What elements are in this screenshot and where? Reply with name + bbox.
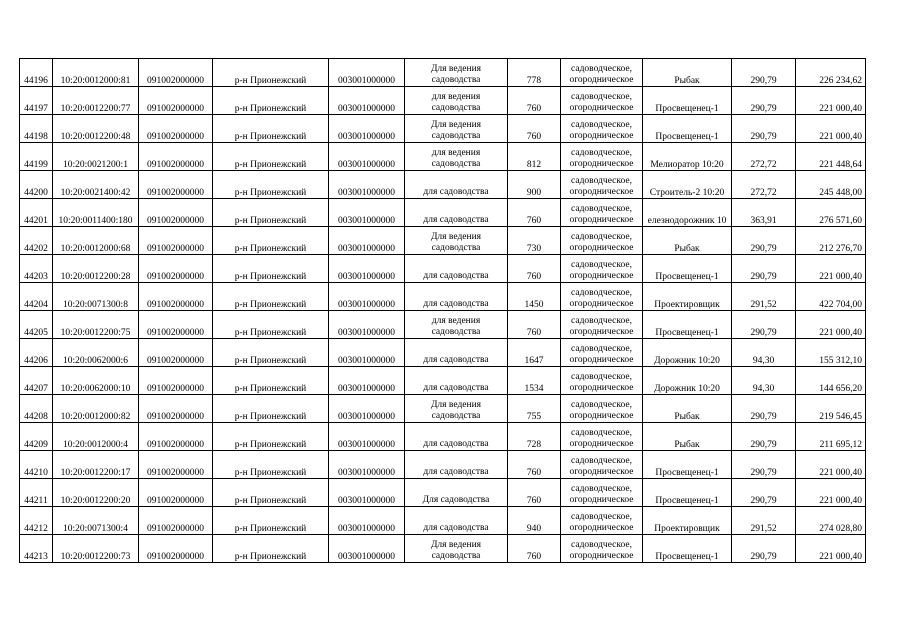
- category-line-2: огородническое: [569, 215, 634, 225]
- society-name-cell: Просвещенец-1: [643, 451, 732, 479]
- oktmo-cell: 003001000000: [329, 479, 405, 507]
- district-cell: р-н Прионежский: [213, 283, 329, 311]
- category-line-2: огородническое: [569, 439, 634, 449]
- area-cell: 755: [508, 395, 561, 423]
- district-cell: р-н Прионежский: [213, 143, 329, 171]
- cadastral-number-cell: 10:20:0012200:17: [53, 451, 139, 479]
- land-plots-table: [19, 58, 866, 563]
- cadastral-number-cell: 10:20:0062000:6: [53, 339, 139, 367]
- category-line-1: садоводческое,: [571, 92, 632, 102]
- oktmo-cell: 003001000000: [329, 171, 405, 199]
- okato-cell: 091002000000: [139, 479, 213, 507]
- category-cell: [561, 367, 643, 395]
- okato-cell: 091002000000: [139, 367, 213, 395]
- category-line-2: огородническое: [569, 327, 634, 337]
- okato-cell: 091002000000: [139, 339, 213, 367]
- permitted-use-cell: [405, 367, 508, 395]
- row-id-cell: 44202: [20, 227, 53, 255]
- okato-cell: 091002000000: [139, 87, 213, 115]
- oktmo-cell: 003001000000: [329, 87, 405, 115]
- oktmo-cell: 003001000000: [329, 59, 405, 87]
- rate-cell: 290,79: [732, 423, 796, 451]
- category-cell: [561, 199, 643, 227]
- category-line-1: садоводческое,: [571, 484, 632, 494]
- row-id-cell: 44199: [20, 143, 53, 171]
- category-cell: [561, 451, 643, 479]
- permitted-use-cell: [405, 395, 508, 423]
- category-line-2: огородническое: [569, 299, 634, 309]
- rate-cell: 94,30: [732, 367, 796, 395]
- oktmo-cell: 003001000000: [329, 507, 405, 535]
- table-row: [20, 87, 866, 115]
- permitted-use-line-2: для садоводства: [423, 355, 489, 365]
- oktmo-cell: 003001000000: [329, 451, 405, 479]
- category-line-1: садоводческое,: [571, 428, 632, 438]
- row-id-cell: 44212: [20, 507, 53, 535]
- permitted-use-cell: [405, 87, 508, 115]
- permitted-use-cell: [405, 423, 508, 451]
- society-name-cell: Дорожник 10:20: [643, 367, 732, 395]
- area-cell: 760: [508, 199, 561, 227]
- permitted-use-line-2: для садоводства: [423, 467, 489, 477]
- society-name-cell: Просвещенец-1: [643, 311, 732, 339]
- cadastral-value-cell: 221 000,40: [796, 255, 866, 283]
- permitted-use-cell: [405, 507, 508, 535]
- okato-cell: 091002000000: [139, 451, 213, 479]
- rate-cell: 290,79: [732, 227, 796, 255]
- okato-cell: 091002000000: [139, 507, 213, 535]
- okato-cell: 091002000000: [139, 59, 213, 87]
- cadastral-value-cell: 221 000,40: [796, 311, 866, 339]
- okato-cell: 091002000000: [139, 255, 213, 283]
- category-line-1: садоводческое,: [571, 232, 632, 242]
- category-cell: [561, 115, 643, 143]
- row-id-cell: 44198: [20, 115, 53, 143]
- cadastral-value-cell: 422 704,00: [796, 283, 866, 311]
- district-cell: р-н Прионежский: [213, 451, 329, 479]
- rate-cell: 290,79: [732, 311, 796, 339]
- cadastral-number-cell: 10:20:0071300:8: [53, 283, 139, 311]
- table-row: [20, 367, 866, 395]
- society-name-cell: Просвещенец-1: [643, 87, 732, 115]
- category-line-2: огородническое: [569, 243, 634, 253]
- row-id-cell: 44213: [20, 535, 53, 563]
- society-name-cell: Проектировщик: [643, 507, 732, 535]
- cadastral-number-cell: 10:20:0021200:1: [53, 143, 139, 171]
- district-cell: р-н Прионежский: [213, 87, 329, 115]
- row-id-cell: 44196: [20, 59, 53, 87]
- cadastral-number-cell: 10:20:0012000:81: [53, 59, 139, 87]
- cadastral-number-cell: 10:20:0012000:82: [53, 395, 139, 423]
- category-line-2: огородническое: [569, 355, 634, 365]
- okato-cell: 091002000000: [139, 227, 213, 255]
- oktmo-cell: 003001000000: [329, 255, 405, 283]
- category-line-2: огородническое: [569, 75, 634, 85]
- society-name-cell: Просвещенец-1: [643, 535, 732, 563]
- cadastral-value-cell: 155 312,10: [796, 339, 866, 367]
- district-cell: р-н Прионежский: [213, 59, 329, 87]
- society-name-cell: Строитель-2 10:20: [643, 171, 732, 199]
- row-id-cell: 44204: [20, 283, 53, 311]
- permitted-use-cell: [405, 115, 508, 143]
- society-name-cell: Рыбак: [643, 423, 732, 451]
- rate-cell: 272,72: [732, 171, 796, 199]
- permitted-use-cell: [405, 535, 508, 563]
- oktmo-cell: 003001000000: [329, 423, 405, 451]
- row-id-cell: 44210: [20, 451, 53, 479]
- row-id-cell: 44207: [20, 367, 53, 395]
- table-row: [20, 171, 866, 199]
- table-row: [20, 423, 866, 451]
- cadastral-value-cell: 226 234,62: [796, 59, 866, 87]
- cadastral-number-cell: 10:20:0012200:28: [53, 255, 139, 283]
- category-cell: [561, 535, 643, 563]
- category-line-1: садоводческое,: [571, 344, 632, 354]
- category-line-1: садоводческое,: [571, 456, 632, 466]
- oktmo-cell: 003001000000: [329, 367, 405, 395]
- permitted-use-cell: [405, 171, 508, 199]
- cadastral-value-cell: 221 000,40: [796, 451, 866, 479]
- permitted-use-cell: [405, 199, 508, 227]
- oktmo-cell: 003001000000: [329, 227, 405, 255]
- district-cell: р-н Прионежский: [213, 367, 329, 395]
- permitted-use-line-1: Для ведения: [430, 120, 482, 130]
- category-cell: [561, 59, 643, 87]
- category-line-2: огородническое: [569, 551, 634, 561]
- society-name-cell: Просвещенец-1: [643, 479, 732, 507]
- rate-cell: 94,30: [732, 339, 796, 367]
- permitted-use-line-2: для садоводства: [423, 271, 489, 281]
- okato-cell: 091002000000: [139, 423, 213, 451]
- rate-cell: 290,79: [732, 535, 796, 563]
- row-id-cell: 44205: [20, 311, 53, 339]
- district-cell: р-н Прионежский: [213, 255, 329, 283]
- category-line-2: огородническое: [569, 523, 634, 533]
- rate-cell: 290,79: [732, 115, 796, 143]
- cadastral-value-cell: 221 000,40: [796, 535, 866, 563]
- oktmo-cell: 003001000000: [329, 311, 405, 339]
- table-row: [20, 339, 866, 367]
- area-cell: 760: [508, 87, 561, 115]
- oktmo-cell: 003001000000: [329, 115, 405, 143]
- row-id-cell: 44211: [20, 479, 53, 507]
- category-line-2: огородническое: [569, 131, 634, 141]
- rate-cell: 291,52: [732, 283, 796, 311]
- cadastral-value-cell: 144 656,20: [796, 367, 866, 395]
- category-cell: [561, 423, 643, 451]
- permitted-use-cell: [405, 143, 508, 171]
- permitted-use-cell: [405, 311, 508, 339]
- category-line-1: садоводческое,: [571, 372, 632, 382]
- permitted-use-cell: [405, 227, 508, 255]
- permitted-use-line-2: садоводства: [431, 75, 481, 85]
- category-cell: [561, 87, 643, 115]
- category-line-1: садоводческое,: [571, 176, 632, 186]
- permitted-use-line-2: для садоводства: [423, 439, 489, 449]
- permitted-use-line-2: садоводства: [431, 131, 481, 141]
- category-line-2: огородническое: [569, 103, 634, 113]
- district-cell: р-н Прионежский: [213, 535, 329, 563]
- category-cell: [561, 283, 643, 311]
- category-line-1: садоводческое,: [571, 148, 632, 158]
- cadastral-number-cell: 10:20:0012000:4: [53, 423, 139, 451]
- permitted-use-line-2: Для садоводства: [422, 495, 490, 505]
- cadastral-value-cell: 274 028,80: [796, 507, 866, 535]
- rate-cell: 291,52: [732, 507, 796, 535]
- row-id-cell: 44203: [20, 255, 53, 283]
- cadastral-value-cell: 221 000,40: [796, 479, 866, 507]
- permitted-use-line-2: для садоводства: [423, 523, 489, 533]
- cadastral-number-cell: 10:20:0062000:10: [53, 367, 139, 395]
- cadastral-number-cell: 10:20:0071300:4: [53, 507, 139, 535]
- cadastral-number-cell: 10:20:0011400:180: [53, 199, 139, 227]
- area-cell: 760: [508, 311, 561, 339]
- area-cell: 760: [508, 479, 561, 507]
- cadastral-value-cell: 211 695,12: [796, 423, 866, 451]
- okato-cell: 091002000000: [139, 311, 213, 339]
- permitted-use-cell: [405, 255, 508, 283]
- district-cell: р-н Прионежский: [213, 199, 329, 227]
- category-line-2: огородническое: [569, 495, 634, 505]
- table-row: [20, 199, 866, 227]
- category-line-2: огородническое: [569, 383, 634, 393]
- cadastral-number-cell: 10:20:0021400:42: [53, 171, 139, 199]
- permitted-use-line-2: для садоводства: [423, 383, 489, 393]
- permitted-use-line-2: садоводства: [431, 103, 481, 113]
- category-cell: [561, 171, 643, 199]
- society-name-cell: Мелиоратор 10:20: [643, 143, 732, 171]
- cadastral-value-cell: 245 448,00: [796, 171, 866, 199]
- category-line-1: садоводческое,: [571, 400, 632, 410]
- permitted-use-line-1: для ведения: [431, 92, 481, 102]
- rate-cell: 290,79: [732, 395, 796, 423]
- area-cell: 760: [508, 115, 561, 143]
- permitted-use-line-1: для ведения: [431, 316, 481, 326]
- district-cell: р-н Прионежский: [213, 479, 329, 507]
- table-body: [20, 59, 866, 563]
- cadastral-value-cell: 219 546,45: [796, 395, 866, 423]
- area-cell: 760: [508, 451, 561, 479]
- category-cell: [561, 255, 643, 283]
- oktmo-cell: 003001000000: [329, 143, 405, 171]
- category-line-1: садоводческое,: [571, 288, 632, 298]
- category-line-1: садоводческое,: [571, 64, 632, 74]
- category-line-2: огородническое: [569, 467, 634, 477]
- society-name-cell: Проектировщик: [643, 283, 732, 311]
- district-cell: р-н Прионежский: [213, 171, 329, 199]
- district-cell: р-н Прионежский: [213, 507, 329, 535]
- rate-cell: 290,79: [732, 59, 796, 87]
- table-row: [20, 479, 866, 507]
- table-row: [20, 255, 866, 283]
- permitted-use-cell: [405, 283, 508, 311]
- permitted-use-cell: [405, 339, 508, 367]
- okato-cell: 091002000000: [139, 143, 213, 171]
- permitted-use-line-1: для ведения: [431, 148, 481, 158]
- table-row: [20, 535, 866, 563]
- permitted-use-line-2: садоводства: [431, 327, 481, 337]
- society-name-cell: Дорожник 10:20: [643, 339, 732, 367]
- rate-cell: 363,91: [732, 199, 796, 227]
- oktmo-cell: 003001000000: [329, 339, 405, 367]
- category-line-1: садоводческое,: [571, 120, 632, 130]
- category-line-1: садоводческое,: [571, 260, 632, 270]
- row-id-cell: 44201: [20, 199, 53, 227]
- row-id-cell: 44200: [20, 171, 53, 199]
- okato-cell: 091002000000: [139, 199, 213, 227]
- district-cell: р-н Прионежский: [213, 423, 329, 451]
- category-line-2: огородническое: [569, 271, 634, 281]
- category-cell: [561, 227, 643, 255]
- category-cell: [561, 479, 643, 507]
- rate-cell: 290,79: [732, 255, 796, 283]
- table-row: [20, 59, 866, 87]
- area-cell: 778: [508, 59, 561, 87]
- permitted-use-line-2: садоводства: [431, 159, 481, 169]
- row-id-cell: 44197: [20, 87, 53, 115]
- cadastral-value-cell: 221 000,40: [796, 87, 866, 115]
- category-line-2: огородническое: [569, 411, 634, 421]
- okato-cell: 091002000000: [139, 283, 213, 311]
- society-name-cell: Просвещенец-1: [643, 115, 732, 143]
- cadastral-number-cell: 10:20:0012200:48: [53, 115, 139, 143]
- permitted-use-line-1: Для ведения: [430, 64, 482, 74]
- permitted-use-line-2: садоводства: [431, 243, 481, 253]
- permitted-use-cell: [405, 479, 508, 507]
- category-line-1: садоводческое,: [571, 204, 632, 214]
- area-cell: 1647: [508, 339, 561, 367]
- area-cell: 812: [508, 143, 561, 171]
- district-cell: р-н Прионежский: [213, 115, 329, 143]
- category-cell: [561, 339, 643, 367]
- table-row: [20, 227, 866, 255]
- area-cell: 1534: [508, 367, 561, 395]
- area-cell: 760: [508, 535, 561, 563]
- okato-cell: 091002000000: [139, 535, 213, 563]
- rate-cell: 290,79: [732, 87, 796, 115]
- table-row: [20, 395, 866, 423]
- okato-cell: 091002000000: [139, 115, 213, 143]
- cadastral-number-cell: 10:20:0012200:75: [53, 311, 139, 339]
- area-cell: 730: [508, 227, 561, 255]
- district-cell: р-н Прионежский: [213, 395, 329, 423]
- table-row: [20, 283, 866, 311]
- area-cell: 1450: [508, 283, 561, 311]
- oktmo-cell: 003001000000: [329, 395, 405, 423]
- row-id-cell: 44209: [20, 423, 53, 451]
- permitted-use-cell: [405, 451, 508, 479]
- oktmo-cell: 003001000000: [329, 283, 405, 311]
- area-cell: 940: [508, 507, 561, 535]
- area-cell: 728: [508, 423, 561, 451]
- table-row: [20, 143, 866, 171]
- society-name-cell: Рыбак: [643, 59, 732, 87]
- category-line-2: огородническое: [569, 187, 634, 197]
- okato-cell: 091002000000: [139, 171, 213, 199]
- oktmo-cell: 003001000000: [329, 199, 405, 227]
- permitted-use-line-2: садоводства: [431, 411, 481, 421]
- cadastral-number-cell: 10:20:0012000:68: [53, 227, 139, 255]
- permitted-use-line-2: садоводства: [431, 551, 481, 561]
- cadastral-value-cell: 276 571,60: [796, 199, 866, 227]
- permitted-use-line-1: Для ведения: [430, 232, 482, 242]
- society-name-cell: Рыбак: [643, 227, 732, 255]
- permitted-use-line-1: Для ведения: [430, 540, 482, 550]
- category-cell: [561, 311, 643, 339]
- permitted-use-line-2: для садоводства: [423, 215, 489, 225]
- row-id-cell: 44208: [20, 395, 53, 423]
- cadastral-value-cell: 221 000,40: [796, 115, 866, 143]
- cadastral-number-cell: 10:20:0012200:77: [53, 87, 139, 115]
- category-line-1: садоводческое,: [571, 540, 632, 550]
- rate-cell: 290,79: [732, 479, 796, 507]
- permitted-use-cell: [405, 59, 508, 87]
- permitted-use-line-2: для садоводства: [423, 187, 489, 197]
- area-cell: 900: [508, 171, 561, 199]
- cadastral-number-cell: 10:20:0012200:73: [53, 535, 139, 563]
- rate-cell: 272,72: [732, 143, 796, 171]
- table-row: [20, 115, 866, 143]
- cadastral-value-cell: 212 276,70: [796, 227, 866, 255]
- category-cell: [561, 395, 643, 423]
- permitted-use-line-2: для садоводства: [423, 299, 489, 309]
- area-cell: 760: [508, 255, 561, 283]
- category-line-1: садоводческое,: [571, 316, 632, 326]
- category-line-1: садоводческое,: [571, 512, 632, 522]
- permitted-use-line-1: Для ведения: [430, 400, 482, 410]
- table-row: [20, 507, 866, 535]
- society-name-cell: Просвещенец-1: [643, 255, 732, 283]
- okato-cell: 091002000000: [139, 395, 213, 423]
- district-cell: р-н Прионежский: [213, 227, 329, 255]
- cadastral-value-cell: 221 448,64: [796, 143, 866, 171]
- row-id-cell: 44206: [20, 339, 53, 367]
- district-cell: р-н Прионежский: [213, 311, 329, 339]
- society-name-cell: елезнодорожник 10: [643, 199, 732, 227]
- society-name-cell: Рыбак: [643, 395, 732, 423]
- category-line-2: огородническое: [569, 159, 634, 169]
- category-cell: [561, 507, 643, 535]
- table-row: [20, 311, 866, 339]
- oktmo-cell: 003001000000: [329, 535, 405, 563]
- table-row: [20, 451, 866, 479]
- cadastral-number-cell: 10:20:0012200:20: [53, 479, 139, 507]
- category-cell: [561, 143, 643, 171]
- rate-cell: 290,79: [732, 451, 796, 479]
- district-cell: р-н Прионежский: [213, 339, 329, 367]
